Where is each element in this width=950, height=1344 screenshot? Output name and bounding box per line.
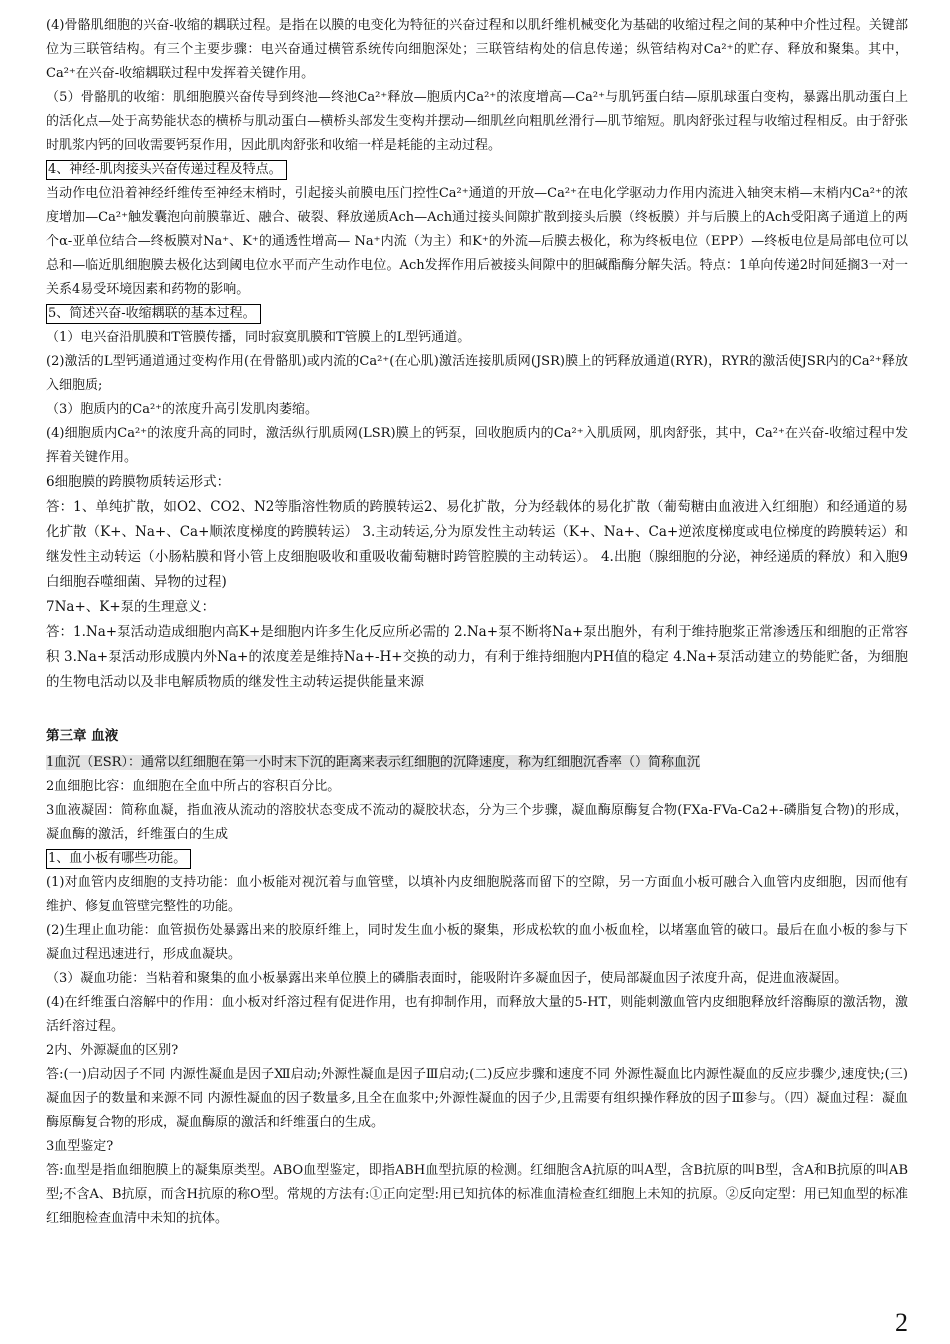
list-item: （3）凝血功能：当粘着和聚集的血小板暴露出来单位膜上的磷脂表面时，能吸附许多凝血因子，使局部凝血因子浓度升高，促进血液凝固。 bbox=[46, 971, 848, 986]
question-title-nmj: 4、神经-肌肉接头兴奋传递过程及特点。 bbox=[46, 160, 287, 180]
paragraph-ec-coupling: (4)骨骼肌细胞的兴奋-收缩的耦联过程。是指在以膜的电变化为特征的兴奋过程和以肌纤维机械变化为基础的收缩过程之间的某种中介性过程。关键部位为三联管结构。有三个主要步骤：电兴奋通过横管系统传向细胞深处；三联管结构处的信息传递；纵管结构对Ca²⁺的贮存、释放和聚集。其中，Ca²⁺在兴奋-收缩耦联过程中发挥着关键作用。 bbox=[46, 18, 908, 81]
chapter-title: 第三章 血液 bbox=[46, 728, 119, 744]
answer-coag: 答:(一)启动因子不同 内源性凝血是因子Ⅻ启动;外源性凝血是因子Ⅲ启动;(二)反应步骤和速度不同 外源性凝血比内源性凝血的反应步骤少,速度快;(三)凝血因子的数量和来源不同 内源性凝血的因子数量多,且全在血浆中;外源性凝血的因子少,且需要有组织操作释放的因子Ⅲ参与。（四）凝血过程：凝血酶原酶复合物的形成，凝血酶原的激活和纤维蛋白的生成。 bbox=[46, 1067, 908, 1130]
definition-coagulation: 3血液凝固：简称血凝，指血液从流动的溶胶状态变成不流动的凝胶状态，分为三个步骤，凝血酶原酶复合物(FXa-FVa-Ca2+-磷脂复合物)的形成， 凝血酶的激活，纤维蛋白的生成 bbox=[46, 803, 908, 842]
list-item: (4)细胞质内Ca²⁺的浓度升高的同时，激活纵行肌质网(LSR)膜上的钙泵，回收胞质内的Ca²⁺入肌质网，肌肉舒张，其中，Ca²⁺在兴奋-收缩过程中发挥着关键作用。 bbox=[46, 426, 908, 465]
question-title-napump: 7Na+、K+泵的生理意义： bbox=[46, 599, 216, 615]
list-item: (2)激活的L型钙通道通过变构作用(在骨骼肌)或内流的Ca²⁺(在心肌)激活连接肌质网(JSR)膜上的钙释放通道(RYR)，RYR的激活使JSR内的Ca²⁺释放入细胞质; bbox=[46, 354, 908, 393]
list-item: (4)在纤维蛋白溶解中的作用：血小板对纤溶过程有促进作用，也有抑制作用，而释放大量的5-HT，则能刺激血管内皮细胞释放纤溶酶原的激活物，激活纤溶过程。 bbox=[46, 995, 908, 1034]
answer-napump: 答：1.Na+泵活动造成细胞内高K+是细胞内许多生化反应所必需的 2.Na+泵不断将Na+泵出胞外，有利于维持胞浆正常渗透压和细胞的正常容积 3.Na+泵活动形成膜内外Na+的浓度差是维持Na+-H+交换的动力，有利于维持细胞内PH值的稳定 4.Na+泵活动建立的势能贮备，为细胞的生物电活动以及非电解质物质的继发性主动转运提供能量来源 bbox=[46, 624, 908, 690]
question-title-platelet: 1、血小板有哪些功能。 bbox=[46, 849, 191, 869]
answer-nmj: 当动作电位沿着神经纤维传至神经末梢时，引起接头前膜电压门控性Ca²⁺通道的开放—Ca²⁺在电化学驱动力作用内流进入轴突末梢—末梢内Ca²⁺的浓度增加—Ca²⁺触发囊泡向前膜靠近、融合、破裂、释放递质Ach—Ach通过接头间隙扩散到接头后膜（终板膜）并与后膜上的Ach受阳离子通道上的两个α-亚单位结合—终板膜对Na⁺、K⁺的通透性增高— Na⁺内流（为主）和K⁺的外流—后膜去极化，称为终板电位（EPP）—终板电位是局部电位可以总和—临近肌细胞膜去极化达到阈电位水平而产生动作电位。Ach发挥作用后被接头间隙中的胆碱酯酶分解失活。特点：1单向传递2时间延搁3一对一关系4易受环境因素和药物的影响。 bbox=[46, 186, 908, 297]
list-item: （1）电兴奋沿肌膜和T管膜传播，同时寂寞肌膜和T管膜上的L型钙通道。 bbox=[46, 330, 471, 345]
question-title-bloodtype: 3血型鉴定? bbox=[46, 1139, 114, 1154]
list-item: (2)生理止血功能：血管损伤处暴露出来的胶原纤维上，同时发生血小板的聚集，形成松软的血小板血栓，以堵塞血管的破口。最后在血小板的参与下凝血过程迅速进行，形成血凝块。 bbox=[46, 923, 908, 962]
question-title-transport: 6细胞膜的跨膜物质转运形式： bbox=[46, 474, 231, 490]
question-title-coag: 2内、外源凝血的区别? bbox=[46, 1043, 179, 1058]
definition-esr: 1血沉（ESR）：通常以红细胞在第一小时末下沉的距离来表示红细胞的沉降速度，称为红细胞沉香率（）简称血沉 bbox=[46, 755, 700, 770]
page-number: 2 bbox=[895, 1308, 908, 1337]
question-title-ec: 5、简述兴奋-收缩耦联的基本过程。 bbox=[46, 304, 261, 324]
document-page bbox=[46, 14, 908, 1231]
list-item: （3）胞质内的Ca²⁺的浓度升高引发肌肉萎缩。 bbox=[46, 402, 319, 417]
answer-bloodtype: 答:血型是指血细胞膜上的凝集原类型。ABO血型鉴定，即指ABH血型抗原的检测。红细胞含A抗原的叫A型，含B抗原的叫B型，含A和B抗原的叫AB型;不含A、B抗原，而含H抗原的称O型。常规的方法有:①正向定型:用已知抗体的标准血清检查红细胞上未知的抗原。②反向定型：用已知血型的标准红细胞检查血清中未知的抗体。 bbox=[46, 1163, 908, 1226]
list-item: (1)对血管内皮细胞的支持功能：血小板能对视沉着与血管壁，以填补内皮细胞脱落而留下的空隙，另一方面血小板可融合入血管内皮细胞，因而他有维护、修复血管壁完整性的功能。 bbox=[46, 875, 908, 914]
answer-transport: 答：1、单纯扩散，如O2、CO2、N2等脂溶性物质的跨膜转运2、易化扩散，分为经载体的易化扩散（葡萄糖由血液进入红细胞）和经通道的易化扩散（K+、Na+、Ca+顺浓度梯度的跨膜转运） 3.主动转运,分为原发性主动转运（K+、Na+、Ca+逆浓度梯度或电位梯度的跨膜转运）和继发性主动转运（小肠粘膜和肾小管上皮细胞吸收和重吸收葡萄糖时跨管腔膜的主动转运）。 4.出胞（腺细胞的分泌，神经递质的释放）和入胞9白细胞吞噬细菌、异物的过程) bbox=[46, 499, 908, 590]
definition-hematocrit: 2血细胞比容：血细胞在全血中所占的容积百分比。 bbox=[46, 779, 341, 794]
paragraph-skeletal-contraction: （5）骨骼肌的收缩：肌细胞膜兴奋传导到终池—终池Ca²⁺释放—胞质内Ca²⁺的浓度增高—Ca²⁺与肌钙蛋白结—原肌球蛋白变构，暴露出肌动蛋白上的活化点—处于高势能状态的横桥与肌动蛋白—横桥头部发生变构并摆动—细肌丝向粗肌丝滑行—肌节缩短。肌肉舒张过程与收缩过程相反。由于舒张时肌浆内钙的回收需要钙泵作用，因此肌肉舒张和收缩一样是耗能的主动过程。 bbox=[46, 90, 908, 153]
